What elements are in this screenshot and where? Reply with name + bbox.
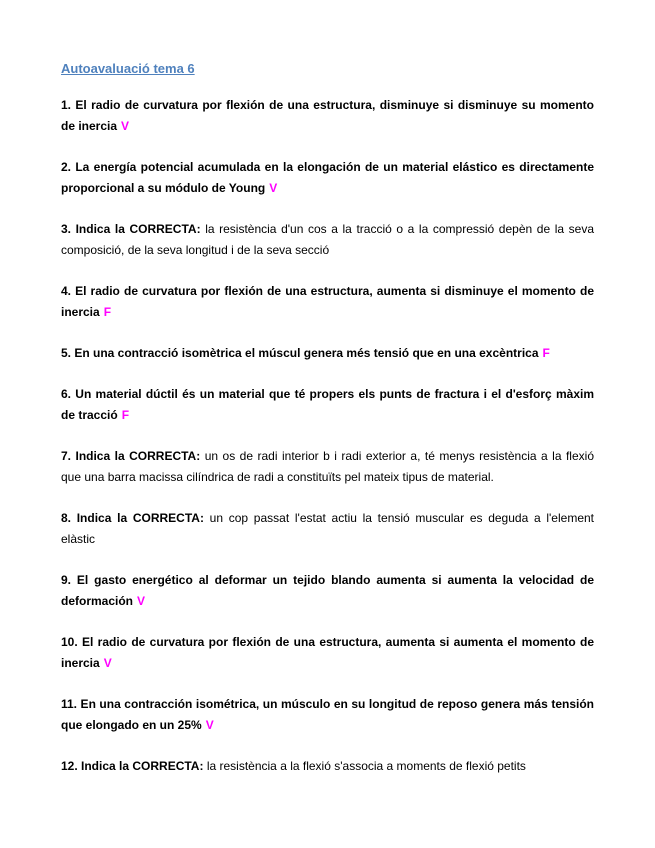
question-text: 11. En una contracción isométrica, un músculo en su longitud de reposo genera más tensión que elongado en un 25%: [61, 697, 594, 732]
question-statement: la resistència d'un cos a la tracció o a la compressió depèn de la seva composició, de la seva longitud i de la seva secció: [61, 222, 594, 257]
question-lead: 12. Indica la CORRECTA:: [61, 759, 204, 773]
question-12: [61, 756, 594, 777]
question-lead: 8. Indica la CORRECTA:: [61, 511, 204, 525]
question-statement: un os de radi interior b i radi exterior a, té menys resistència a la flexió que una barra macissa cilíndrica de radi a constituïts pel mateix tipus de material.: [61, 449, 594, 484]
question-6: [61, 384, 594, 426]
question-statement: un cop passat l'estat actiu la tensió muscular es deguda a l'element elàstic: [61, 511, 595, 546]
question-4: [61, 281, 594, 323]
answer-mark: V: [269, 181, 278, 195]
answer-mark: F: [121, 408, 130, 422]
question-text: 4. El radio de curvatura por flexión de una estructura, aumenta si disminuye el momento de inercia: [61, 284, 594, 319]
question-11: [61, 694, 594, 736]
question-7: [61, 446, 594, 488]
question-text: 1. El radio de curvatura por flexión de una estructura, disminuye si disminuye su momento de inercia: [61, 98, 594, 133]
question-text: 6. Un material dúctil és un material que té propers els punts de fractura i el d'esforç màxim de tracció: [61, 387, 594, 422]
question-8: [61, 508, 594, 550]
question-lead: 3. Indica la CORRECTA:: [61, 222, 201, 236]
answer-mark: V: [205, 718, 214, 732]
answer-mark: F: [103, 305, 112, 319]
question-text: 10. El radio de curvatura por flexión de una estructura, aumenta si aumenta el momento de inercia: [61, 635, 594, 670]
question-statement: la resistència a la flexió s'associa a moments de flexió petits: [206, 759, 526, 773]
question-1: [61, 95, 594, 137]
question-9: [61, 570, 594, 612]
answer-mark: V: [103, 656, 112, 670]
question-10: [61, 632, 594, 674]
document-page: [61, 60, 594, 797]
question-2: [61, 157, 594, 199]
question-text: 2. La energía potencial acumulada en la elongación de un material elástico es directamente proporcional a su módulo de Young: [61, 160, 594, 195]
question-text: 9. El gasto energético al deformar un tejido blando aumenta si aumenta la velocidad de deformación: [61, 573, 594, 608]
question-text: 5. En una contracció isomètrica el múscul genera més tensió que en una excèntrica: [61, 346, 539, 360]
document-title[interactable]: Autoavaluació tema 6: [61, 61, 195, 76]
answer-mark: F: [542, 346, 550, 360]
question-lead: 7. Indica la CORRECTA:: [61, 449, 201, 463]
answer-mark: V: [121, 119, 130, 133]
answer-mark: V: [137, 594, 146, 608]
question-5: [61, 343, 594, 364]
question-3: [61, 219, 594, 261]
